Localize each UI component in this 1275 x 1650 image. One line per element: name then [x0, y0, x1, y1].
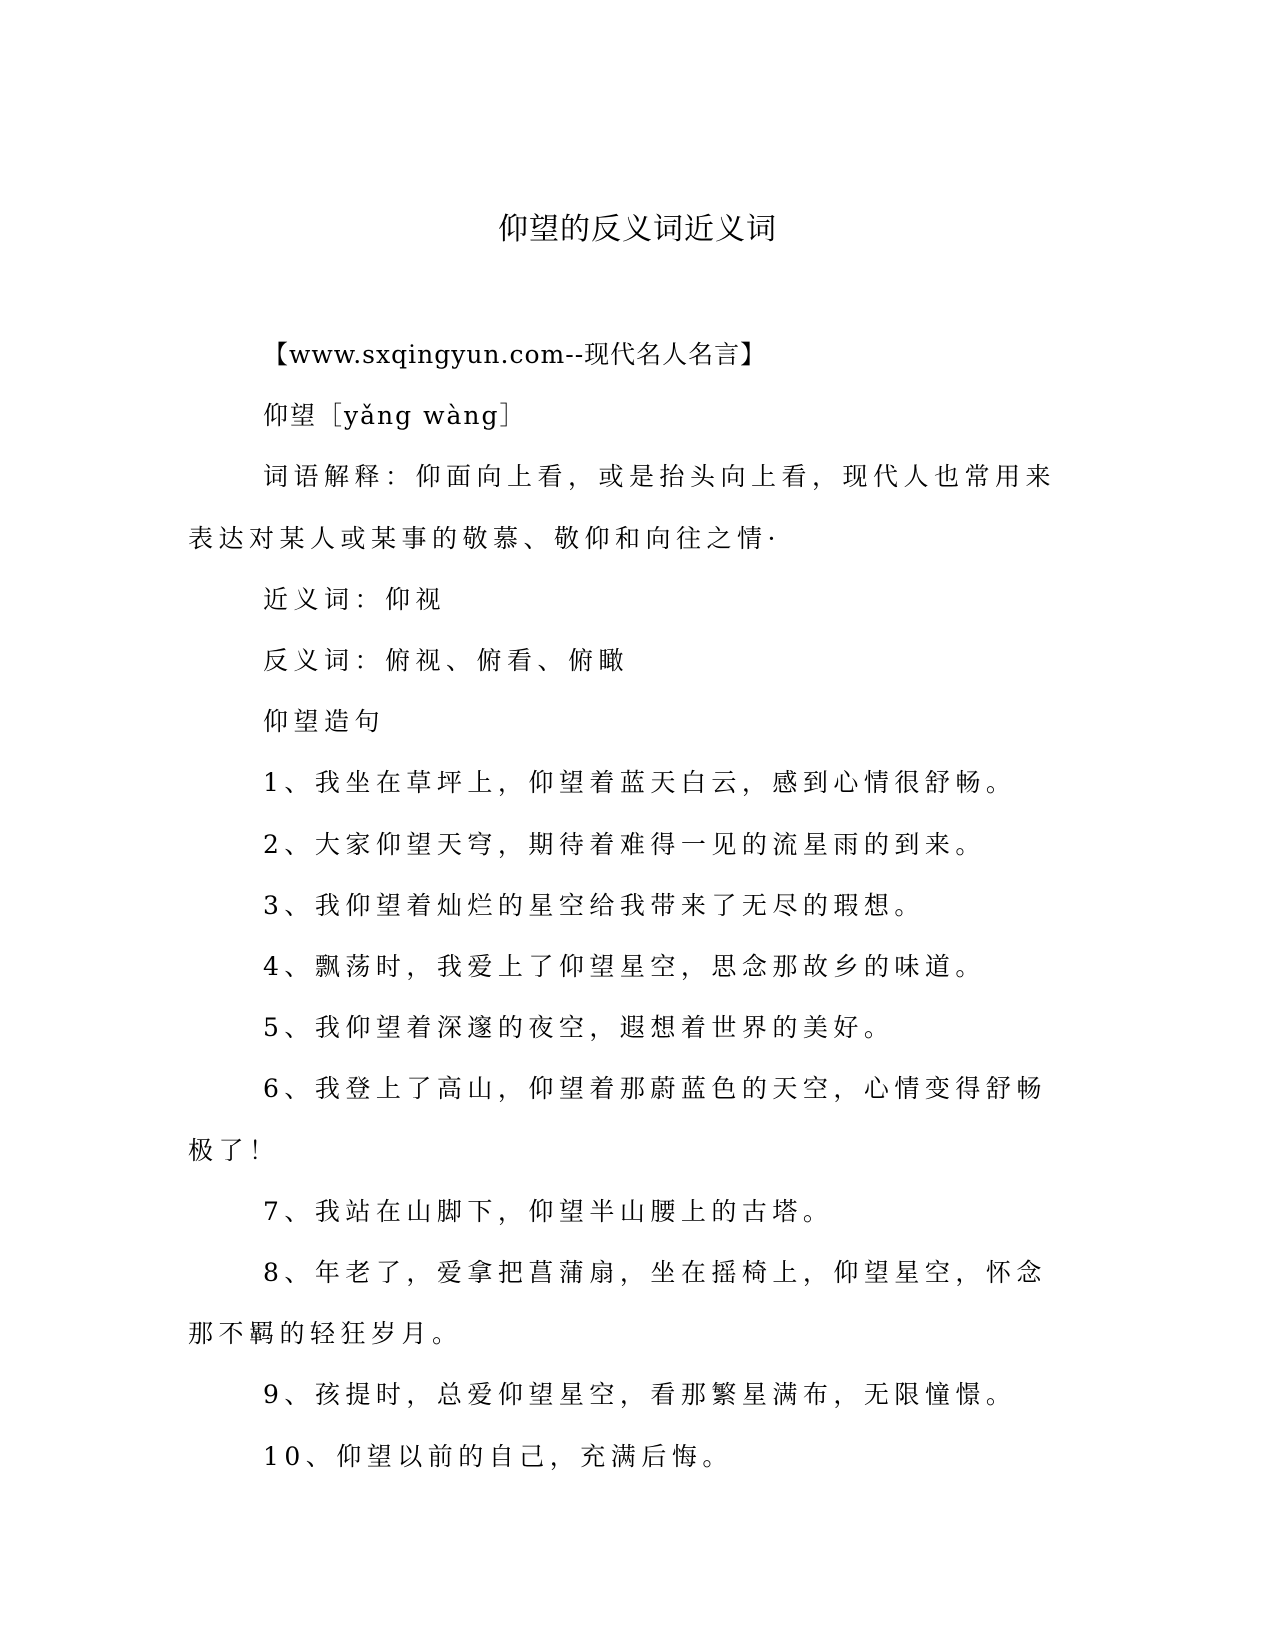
example-sentence: 10、仰望以前的自己，充满后悔。 [263, 1441, 733, 1471]
document-title: 仰望的反义词近义词 [498, 212, 777, 247]
document-body [188, 324, 1068, 1487]
antonyms-line: 反义词：俯视、俯看、俯瞰 [263, 646, 630, 676]
example-sentence: 8、年老了，爱拿把菖蒲扇，坐在摇椅上，仰望星空，怀念那不羁的轻狂岁月。 [188, 1258, 1047, 1349]
example-sentence: 2、大家仰望天穹，期待着难得一见的流星雨的到来。 [263, 829, 986, 859]
example-sentence: 9、孩提时，总爱仰望星空，看那繁星满布，无限憧憬。 [263, 1380, 1017, 1410]
example-sentence: 6、我登上了高山，仰望着那蔚蓝色的天空，心情变得舒畅极了！ [188, 1074, 1047, 1165]
synonyms-line: 近义词：仰视 [263, 584, 447, 614]
examples-heading: 仰望造句 [263, 707, 386, 737]
example-sentence: 3、我仰望着灿烂的星空给我带来了无尽的瑕想。 [263, 890, 925, 920]
word-definition: 词语解释：仰面向上看，或是抬头向上看，现代人也常用来表达对某人或某事的敬慕、敬仰和向往之情· [188, 462, 1057, 553]
example-sentence: 1、我坐在草坪上，仰望着蓝天白云，感到心情很舒畅。 [263, 768, 1017, 798]
example-sentence: 7、我站在山脚下，仰望半山腰上的古塔。 [263, 1196, 834, 1226]
source-line: 【www.sxqingyun.com--现代名人名言】 [263, 340, 767, 369]
example-sentence: 5、我仰望着深邃的夜空，遐想着世界的美好。 [263, 1013, 895, 1043]
example-sentence: 4、飘荡时，我爱上了仰望星空，思念那故乡的味道。 [263, 952, 986, 982]
word-pinyin: 仰望［yǎng wàng］ [263, 401, 527, 431]
